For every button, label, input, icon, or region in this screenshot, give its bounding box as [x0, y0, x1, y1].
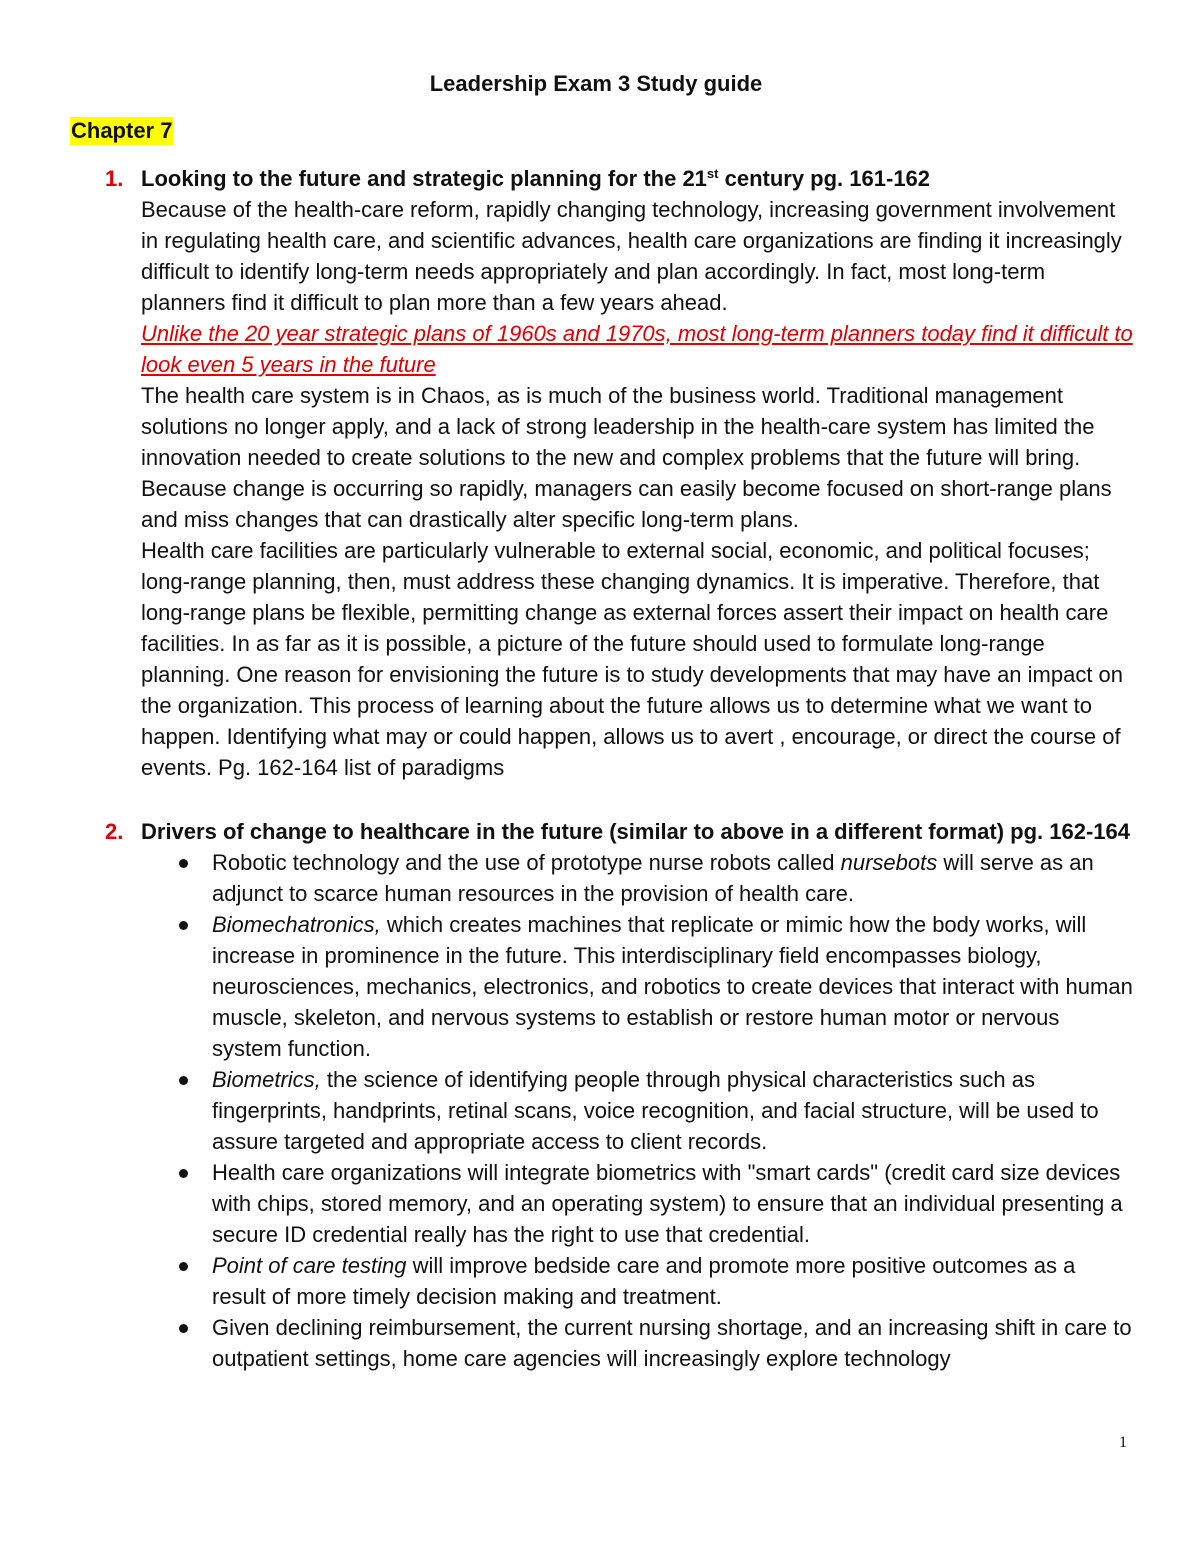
page-number: 1	[1119, 1434, 1127, 1451]
italic-term: nursebots	[840, 850, 938, 875]
bullet-list	[105, 847, 1135, 1374]
section-1	[105, 163, 1135, 783]
bullet-icon	[179, 859, 188, 868]
text: will serve as an adjunct to scarce human resources in the provision of health care.	[212, 850, 1094, 906]
document-title: Leadership Exam 3 Study guide	[429, 71, 763, 96]
section-heading	[141, 163, 1135, 194]
paragraph: Health care facilities are particularly vulnerable to external social, economic, and political focuses; long-range planning, then, must address these changing dynamics. It is imperative. Therefore, that long-range plans be flexible, permitting change as external forces assert their impact on health care facilities. In as far as it is possible, a picture of the future should used to formulate long-range planning. One reason for envisioning the future is to study developments that may have an impact on the organization. This process of learning about the future allows us to determine what we want to happen. Identifying what may or could happen, allows us to avert , encourage, or direct the course of events. Pg. 162-164 list of paradigms	[141, 538, 1124, 780]
list-item	[212, 847, 1135, 909]
italic-term: Biometrics,	[212, 1067, 321, 1092]
bullet-icon	[179, 1076, 188, 1085]
section-number: 2.	[105, 819, 124, 844]
chapter-heading: Chapter 7	[71, 118, 173, 143]
section-number: 1.	[105, 166, 124, 191]
text: Robotic technology and the use of prototype nurse robots called	[212, 850, 841, 875]
list-item	[212, 1312, 1135, 1374]
highlighted-note	[141, 318, 1135, 380]
text: Health care organizations will integrate biometrics with "smart cards" (credit card size devices with chips, stored memory, and an operating system) to ensure that an individual presenting a secure ID credential really has the right to use that credential.	[212, 1160, 1123, 1247]
bullet-icon	[179, 1324, 188, 1333]
list-item	[212, 1064, 1135, 1157]
bullet-icon	[179, 921, 188, 930]
list-item	[212, 1157, 1135, 1250]
text: which creates machines that replicate or mimic how the body works, will increase in prominence in the future. This interdisciplinary field encompasses biology, neurosciences, mechanics, electronics, and robotics to create devices that interact with human muscle, skeleton, and nervous systems to establish or restore human motor or nervous system function.	[212, 912, 1133, 1061]
section-heading: Drivers of change to healthcare in the future (similar to above in a different format) pg. 162-164	[141, 819, 1131, 844]
heading-text: Looking to the future and strategic planning for the 21	[141, 166, 707, 191]
text: Given declining reimbursement, the current nursing shortage, and an increasing shift in care to outpatient settings, home care agencies will increasingly explore technology	[212, 1315, 1132, 1371]
italic-term: Biomechatronics,	[212, 912, 381, 937]
text: will improve bedside care and promote more positive outcomes as a result of more timely decision making and treatment.	[212, 1253, 1076, 1309]
heading-superscript: st	[706, 166, 719, 181]
heading-text: century pg. 161-162	[718, 166, 931, 191]
paragraph: The health care system is in Chaos, as is much of the business world. Traditional management solutions no longer apply, and a lack of strong leadership in the health-care system has limited the innovation needed to create solutions to the new and complex problems that the future will bring. Because change is occurring so rapidly, managers can easily become focused on short-range plans and miss changes that can drastically alter specific long-term plans.	[141, 383, 1112, 532]
paragraph: Because of the health-care reform, rapidly changing technology, increasing government involvement in regulating health care, and scientific advances, health care organizations are finding it increasingly difficult to identify long-term needs appropriately and plan accordingly. In fact, most long-term planners find it difficult to plan more than a few years ahead.	[141, 197, 1122, 315]
italic-term: Point of care testing	[212, 1253, 407, 1278]
red-underlined-text: Unlike the 20 year strategic plans of 1960s and 1970s, most long-term planners today find it difficult to look even 5 years in the future	[141, 321, 1133, 377]
list-item	[212, 1250, 1135, 1312]
list-item	[212, 909, 1135, 1064]
bullet-icon	[179, 1262, 188, 1271]
section-2	[105, 816, 1135, 1374]
text: the science of identifying people through physical characteristics such as fingerprints, handprints, retinal scans, voice recognition, and facial structure, will be used to assure targeted and appropriate access to client records.	[212, 1067, 1099, 1154]
bullet-icon	[179, 1169, 188, 1178]
